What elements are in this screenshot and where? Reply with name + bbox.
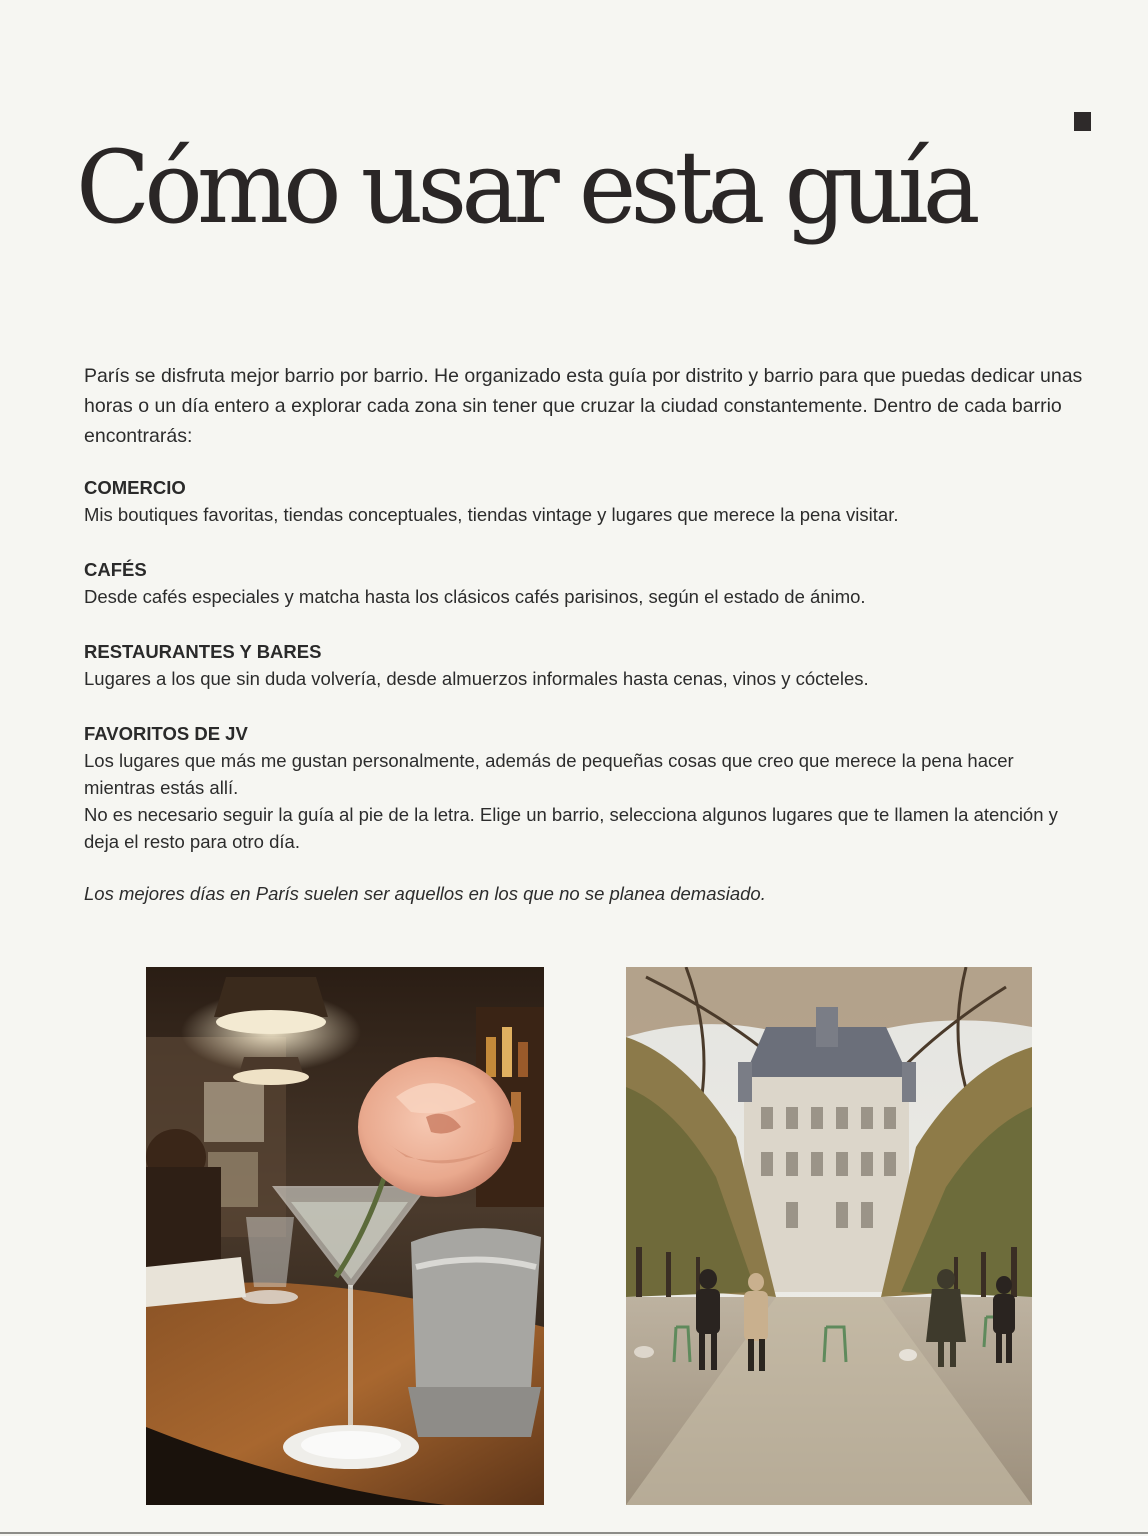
corner-square-decoration — [1074, 112, 1091, 131]
section-heading: CAFÉS — [84, 559, 147, 580]
section-comercio — [84, 475, 1084, 528]
section-favoritos — [84, 721, 1084, 855]
section-body: Desde cafés especiales y matcha hasta los clásicos cafés parisinos, según el estado de ánimo. — [84, 586, 866, 607]
intro-paragraph: París se disfruta mejor barrio por barrio. He organizado esta guía por distrito y barrio para que puedas dedicar unas horas o un día entero a explorar cada zona sin tener que cruzar la ciudad constantemente. Dentro de cada barrio encontrarás: — [84, 365, 1083, 447]
section-cafes — [84, 557, 1084, 610]
guide-note: No es necesario seguir la guía al pie de la letra. Elige un barrio, selecciona algunos lugares que te llamen la atención y deja el resto para otro día. — [84, 804, 1058, 852]
garden-photo — [626, 967, 1032, 1505]
section-restaurantes — [84, 639, 1084, 692]
bar-photo-image — [146, 967, 544, 1505]
section-heading: FAVORITOS DE JV — [84, 723, 248, 744]
bar-photo — [146, 967, 544, 1505]
section-heading: RESTAURANTES Y BARES — [84, 641, 322, 662]
closing-quote: Los mejores días en París suelen ser aquellos en los que no se planea demasiado. — [84, 883, 766, 904]
bottom-divider — [0, 1532, 1148, 1534]
section-body: Mis boutiques favoritas, tiendas conceptuales, tiendas vintage y lugares que merece la pena visitar. — [84, 504, 899, 525]
section-body: Lugares a los que sin duda volvería, desde almuerzos informales hasta cenas, vinos y cócteles. — [84, 668, 869, 689]
section-heading: COMERCIO — [84, 477, 186, 498]
section-body: Los lugares que más me gustan personalmente, además de pequeñas cosas que creo que merece la pena hacer mientras estás allí. — [84, 750, 1014, 798]
guide-content — [84, 361, 1084, 907]
page-title: Cómo usar esta guía — [76, 129, 975, 246]
garden-photo-image — [626, 967, 1032, 1505]
